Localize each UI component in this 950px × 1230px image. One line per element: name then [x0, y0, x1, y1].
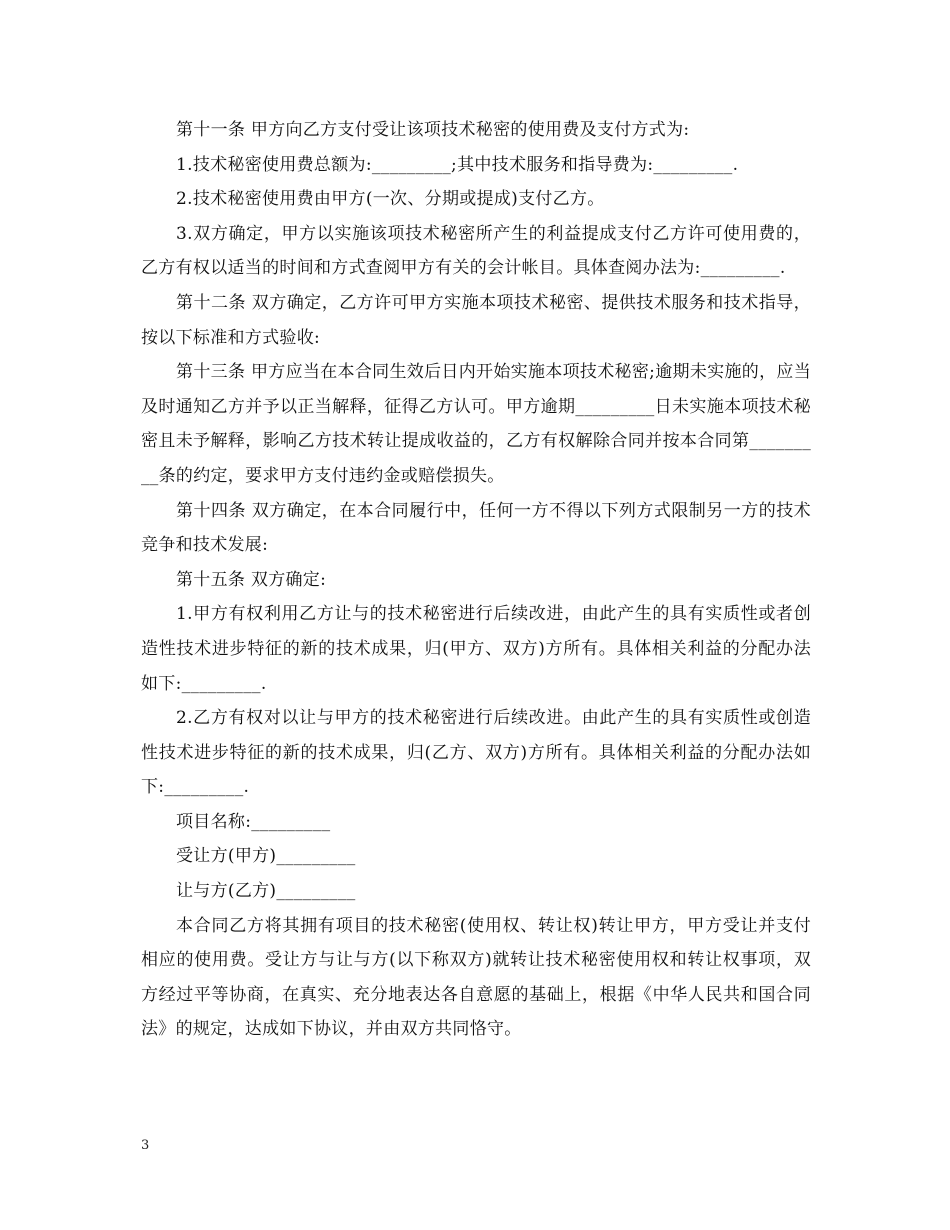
project-name-line: 项目名称:_________	[176, 811, 331, 832]
paragraph-fee-audit: 3.双方确定，甲方以实施该项技术秘密所产生的利益提成支付乙方许可使用费的，乙方有权以适当的时间和方式查阅甲方有关的会计帐目。具体查阅办法为:_________.	[141, 223, 811, 279]
page-number: 3	[141, 1138, 150, 1153]
paragraph-fee-payment: 2.技术秘密使用费由甲方(一次、分期或提成)支付乙方。	[176, 189, 605, 210]
paragraph-article-11: 第十一条 甲方向乙方支付受让该项技术秘密的使用费及支付方式为:	[176, 120, 690, 140]
paragraph-article-12: 第十二条 双方确定，乙方许可甲方实施本项技术秘密、提供技术服务和技术指导，按以下标准和方式验收:	[141, 292, 811, 348]
paragraph-article-14: 第十四条 双方确定，在本合同履行中，任何一方不得以下列方式限制另一方的技术竞争和技术发展:	[141, 500, 811, 556]
paragraph-article-15: 第十五条 双方确定:	[176, 569, 327, 590]
paragraph-contract-preamble: 本合同乙方将其拥有项目的技术秘密(使用权、转让权)转让甲方，甲方受让并支付相应的使用费。受让方与让与方(以下称双方)就转让技术秘密使用权和转让权事项，双方经过平等协商，在真实、充分地表达各自意愿的基础上，根据《中华人民共和国合同法》的规定，达成如下协议，并由双方共同恪守。	[141, 915, 811, 1040]
paragraph-improvement-party-b: 2.乙方有权对以让与甲方的技术秘密进行后续改进。由此产生的具有实质性或创造性技术进步特征的新的技术成果，归(乙方、双方)方所有。具体相关利益的分配办法如下:_________.	[141, 708, 811, 798]
paragraph-article-13: 第十三条 甲方应当在本合同生效后日内开始实施本项技术秘密;逾期未实施的，应当及时通知乙方并予以正当解释，征得乙方认可。甲方逾期_________日未实施本项技术秘密且未予解释，影响乙方技术转让提成收益的，乙方有权解除合同并按本合同第_________条的约定，要求甲方支付违约金或赔偿损失。	[141, 362, 811, 486]
document-body	[141, 113, 811, 1047]
transferor-line: 让与方(乙方)_________	[176, 881, 356, 902]
paragraph-improvement-party-a: 1.甲方有权利用乙方让与的技术秘密进行后续改进，由此产生的具有实质性或者创造性技术进步特征的新的技术成果，归(甲方、双方)方所有。具体相关利益的分配办法如下:_________.	[141, 604, 811, 694]
paragraph-fee-total: 1.技术秘密使用费总额为:_________;其中技术服务和指导费为:_________.	[176, 154, 739, 175]
transferee-line: 受让方(甲方)_________	[176, 846, 356, 867]
